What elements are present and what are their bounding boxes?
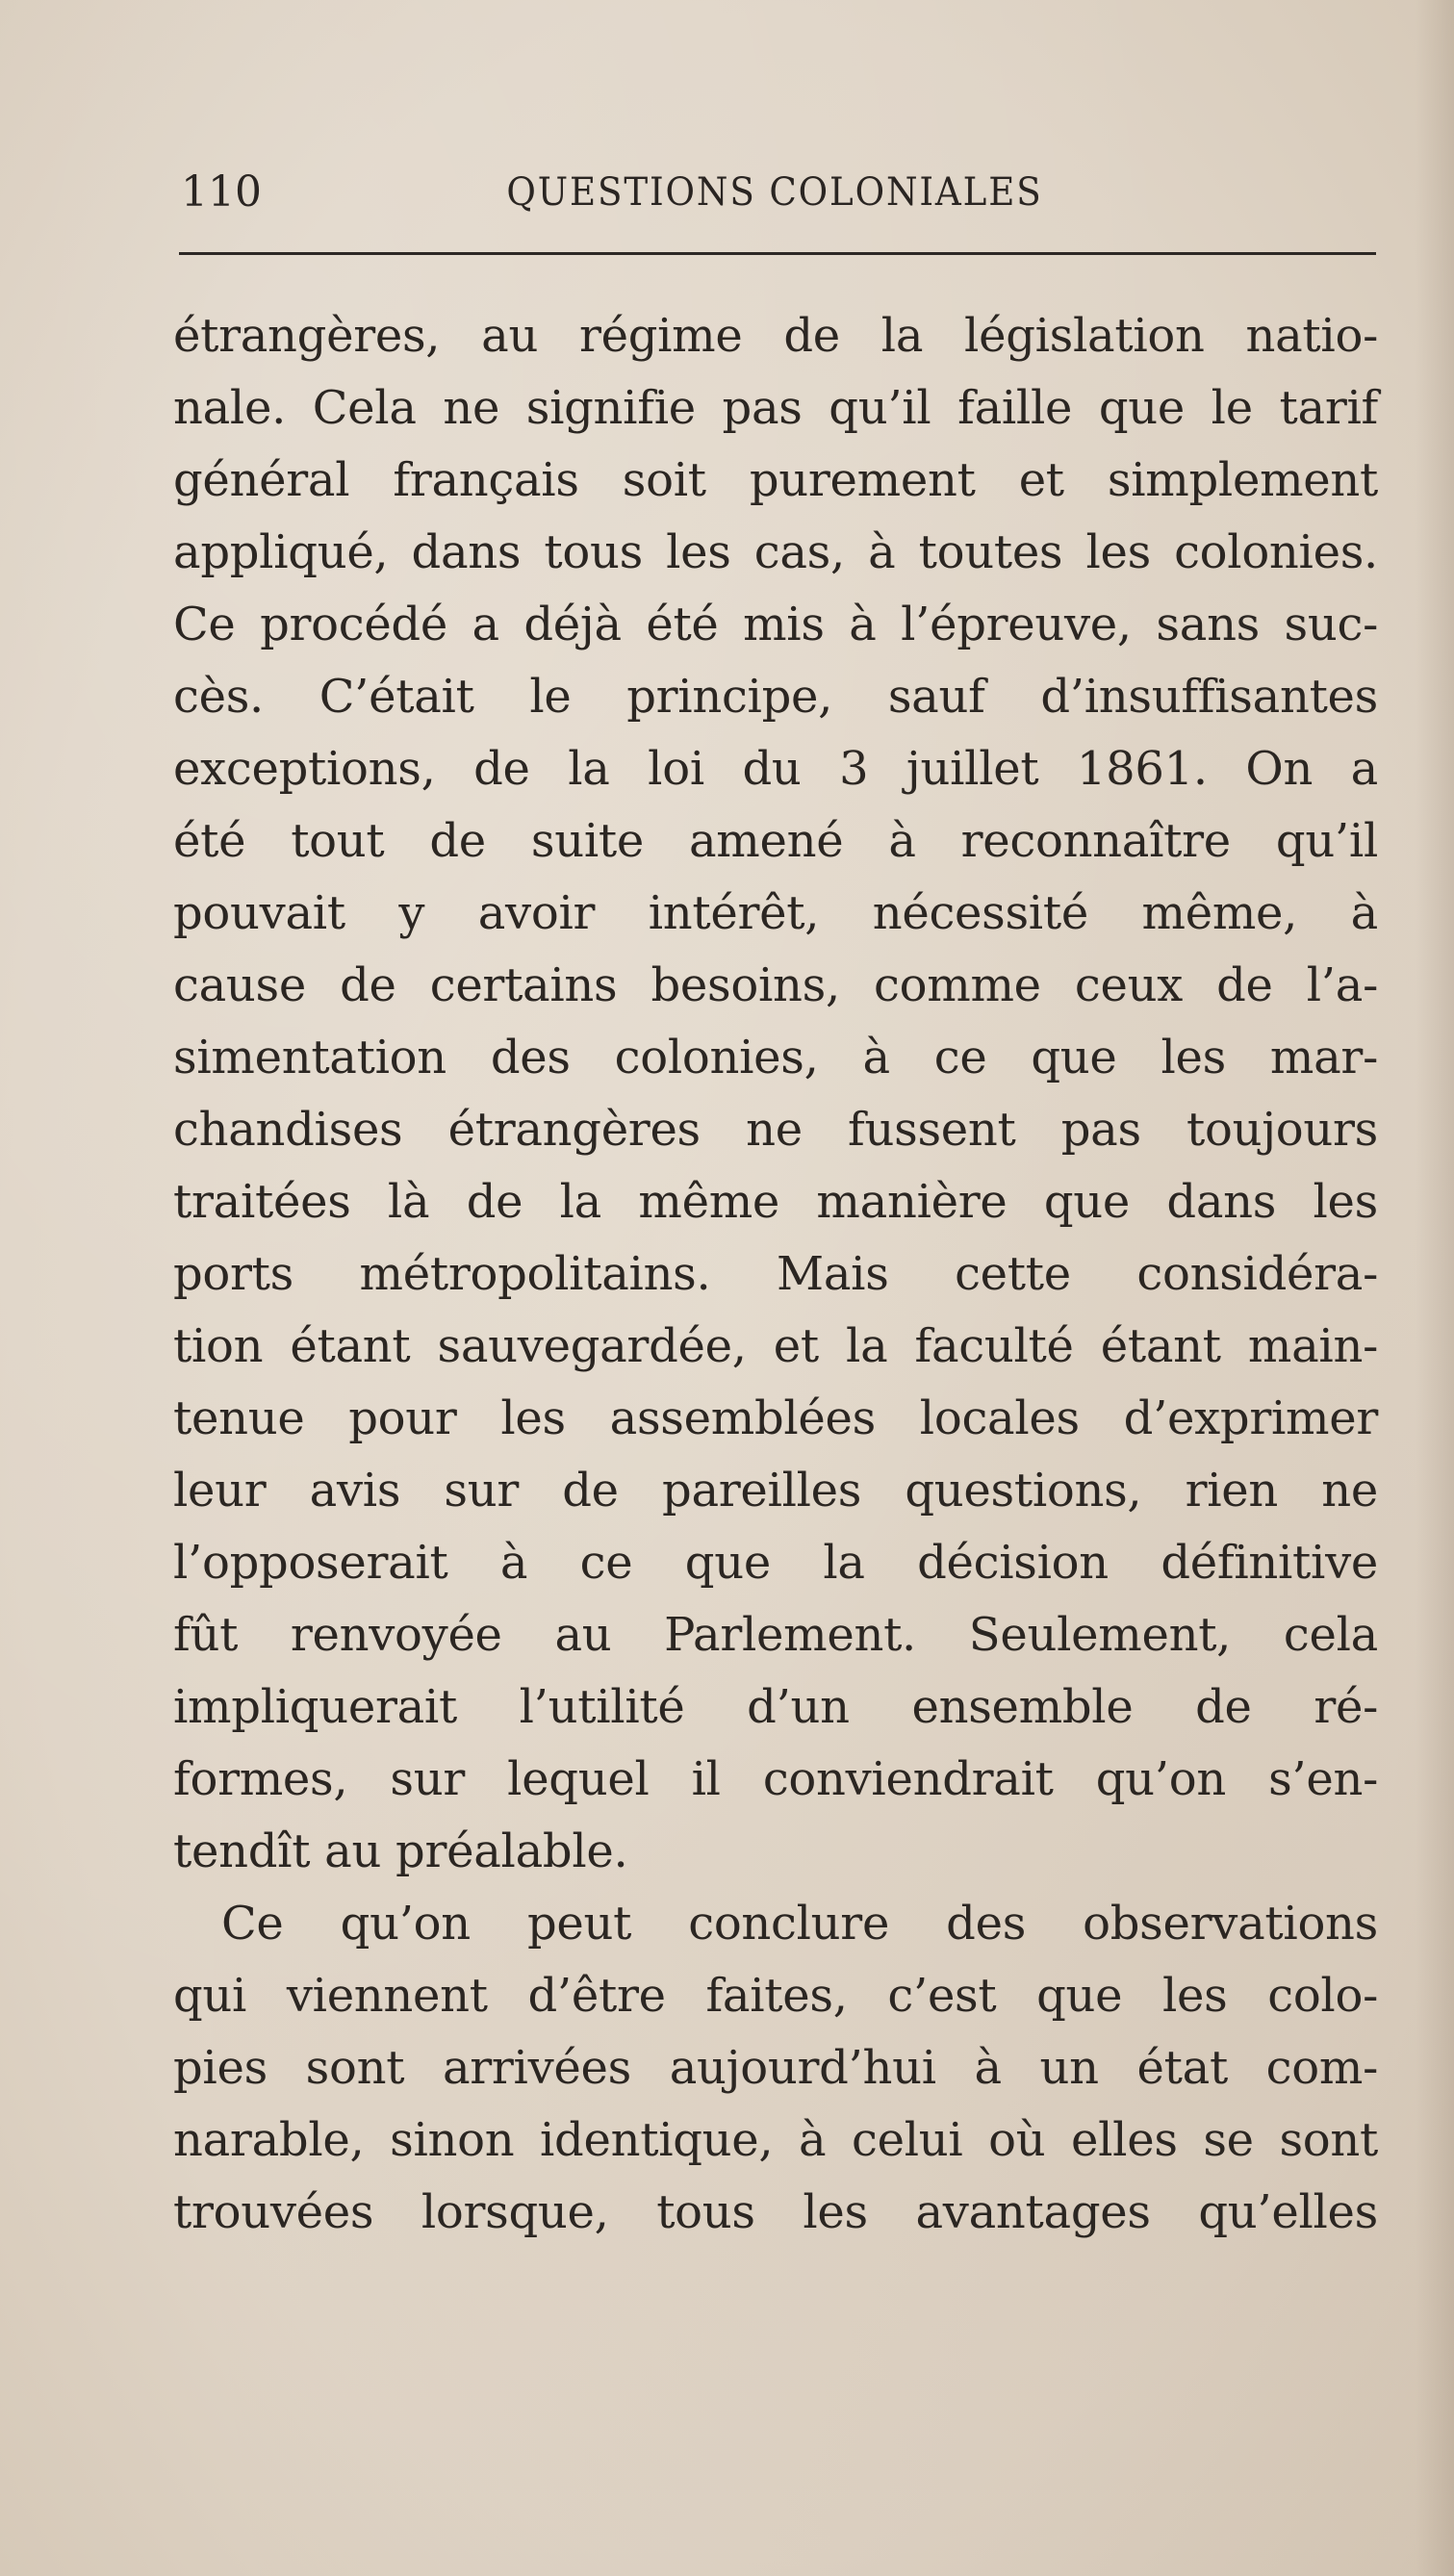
running-title: QUESTIONS COLONIALES <box>506 170 1043 215</box>
page-header <box>173 164 1376 221</box>
text-line: narable, sinon identique, à celui où elles se sont <box>173 2113 1378 2167</box>
text-line: pouvait y avoir intérêt, nécessité même, à <box>173 886 1378 940</box>
paragraph-start-line: Ce qu’on peut conclure des observations <box>221 1897 1378 1951</box>
text-line: chandises étrangères ne fussent pas toujours <box>173 1103 1378 1157</box>
header-rule <box>179 252 1376 255</box>
text-line: traitées là de la même manière que dans les <box>173 1175 1378 1229</box>
text-line: simentation des colonies, à ce que les mar- <box>173 1031 1378 1084</box>
text-line: exceptions, de la loi du 3 juillet 1861. On a <box>173 742 1378 796</box>
text-line: leur avis sur de pareilles questions, rien ne <box>173 1464 1378 1518</box>
text-line: Ce procédé a déjà été mis à l’épreuve, sans suc- <box>173 598 1378 651</box>
text-line: fût renvoyée au Parlement. Seulement, cela <box>173 1608 1378 1662</box>
text-line: ports métropolitains. Mais cette considéra- <box>173 1247 1378 1301</box>
text-line: impliquerait l’utilité d’un ensemble de ré- <box>173 1680 1378 1734</box>
paragraph-end-line: tendît au préalable. <box>173 1824 628 1878</box>
text-line: appliqué, dans tous les cas, à toutes les colonies. <box>173 525 1378 579</box>
text-line: trouvées lorsque, tous les avantages qu’elles <box>173 2185 1378 2239</box>
page-number: 110 <box>181 167 262 217</box>
text-line: général français soit purement et simplement <box>173 453 1378 507</box>
text-line: formes, sur lequel il conviendrait qu’on s’en- <box>173 1752 1378 1806</box>
text-line: cause de certains besoins, comme ceux de l’a- <box>173 958 1378 1012</box>
text-line: l’opposerait à ce que la décision définitive <box>173 1536 1378 1590</box>
text-line: qui viennent d’être faites, c’est que les colo- <box>173 1969 1378 2023</box>
text-line: cès. C’était le principe, sauf d’insuffisantes <box>173 670 1378 724</box>
text-line: étrangères, au régime de la législation natio- <box>173 309 1378 363</box>
body-text <box>173 300 1378 2249</box>
text-line: pies sont arrivées aujourd’hui à un état com- <box>173 2041 1378 2095</box>
text-line: tion étant sauvegardée, et la faculté étant main- <box>173 1319 1378 1373</box>
text-line: été tout de suite amené à reconnaître qu’il <box>173 814 1378 868</box>
text-line: nale. Cela ne signifie pas qu’il faille que le tarif <box>173 381 1378 435</box>
page-edge-shadow <box>1416 0 1454 2576</box>
text-line: tenue pour les assemblées locales d’exprimer <box>173 1391 1378 1445</box>
